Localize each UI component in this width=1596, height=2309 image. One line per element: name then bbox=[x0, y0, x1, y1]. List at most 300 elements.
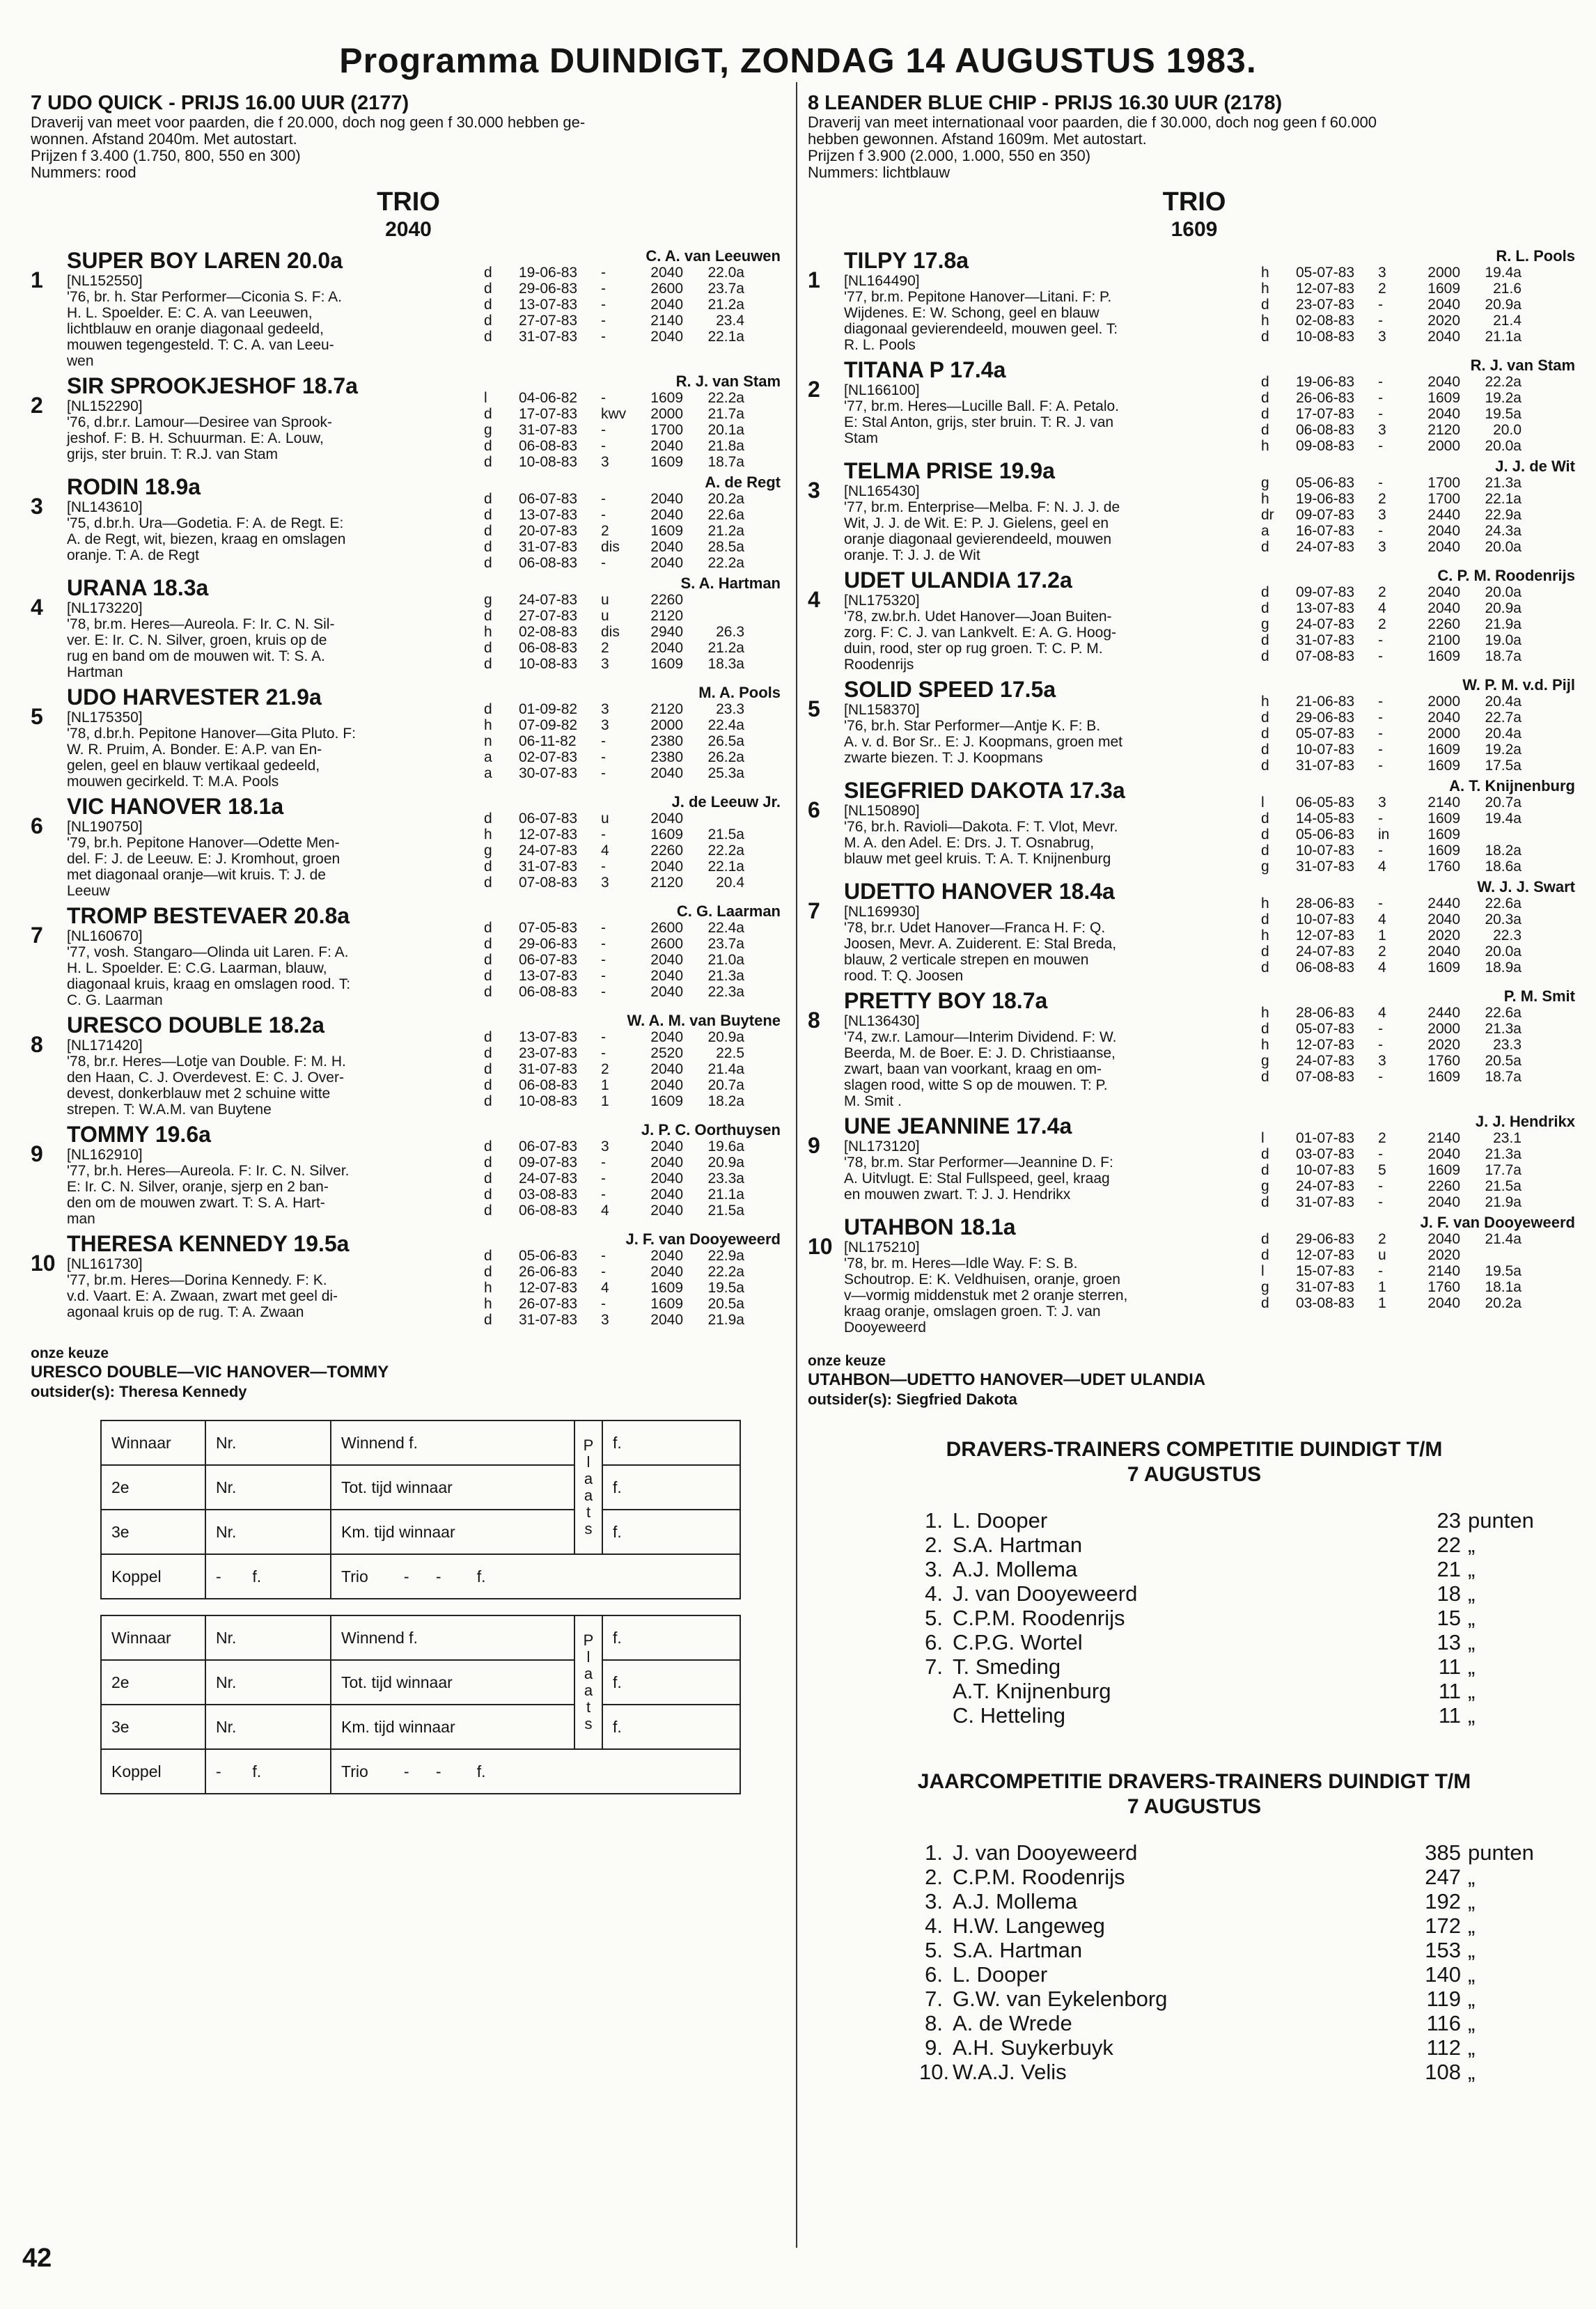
result-placing: 4 bbox=[601, 1280, 609, 1296]
result-row bbox=[484, 390, 786, 406]
result-date: 26-06-83 bbox=[1296, 390, 1355, 406]
result-placing: - bbox=[1378, 843, 1383, 859]
result-placing: - bbox=[601, 1045, 606, 1061]
result-row bbox=[484, 811, 786, 827]
result-time: 20.0 bbox=[1493, 422, 1521, 438]
result-track: h bbox=[1261, 265, 1269, 281]
result-placing: - bbox=[1378, 1263, 1383, 1279]
horse-description-line: M. A. den Adel. E: Drs. J. T. Osnabrug, bbox=[844, 835, 1095, 851]
bet-nr-label[interactable]: Nr. bbox=[205, 1705, 331, 1749]
entry-form bbox=[1258, 677, 1581, 774]
result-date: 24-07-83 bbox=[1296, 1053, 1355, 1069]
result-row bbox=[1261, 811, 1581, 827]
bet-plaats-f-2[interactable]: f. bbox=[602, 1465, 740, 1510]
result-row bbox=[484, 454, 786, 470]
result-date: 29-06-83 bbox=[1296, 1231, 1355, 1247]
result-row bbox=[484, 733, 786, 749]
plaats-letter: l bbox=[586, 1648, 590, 1666]
result-distance: 2040 bbox=[650, 1154, 683, 1171]
result-track: d bbox=[484, 523, 492, 539]
horse-description-line: E: Stal Anton, grijs, ster bruin. T: R. J. van bbox=[844, 414, 1114, 430]
horse-description-line: man bbox=[67, 1211, 95, 1227]
race-description-line: hebben gewonnen. Afstand 1609m. Met autostart. bbox=[808, 130, 1147, 148]
horse-code: [NL171420] bbox=[67, 1038, 143, 1054]
result-placing: - bbox=[1378, 1069, 1383, 1085]
trio-heading: TRIO bbox=[377, 187, 440, 217]
result-placing: 3 bbox=[1378, 329, 1386, 345]
bet-koppel-field[interactable] bbox=[205, 1749, 331, 1794]
result-row bbox=[484, 1248, 786, 1264]
entry-form bbox=[1258, 778, 1581, 875]
result-track: d bbox=[484, 265, 492, 281]
result-distance: 2040 bbox=[1427, 539, 1460, 555]
result-time: 19.2a bbox=[1485, 390, 1521, 406]
horse-entry bbox=[808, 988, 1581, 1109]
result-row bbox=[484, 1312, 786, 1328]
horse-description-line: C. G. Laarman bbox=[67, 992, 163, 1008]
bet-trio-field[interactable] bbox=[331, 1749, 740, 1794]
horse-description-line: lichtblauw en oranje diagonaal gedeeld, bbox=[67, 321, 324, 337]
horse-description-line: v—vormig middenstuk met 2 oranje sterren, bbox=[844, 1287, 1128, 1304]
result-date: 10-08-83 bbox=[519, 656, 578, 672]
result-placing: 4 bbox=[1378, 600, 1386, 616]
result-placing: - bbox=[601, 1248, 606, 1264]
result-row bbox=[484, 1187, 786, 1203]
race-description-line: Prijzen f 3.400 (1.750, 800, 550 en 300) bbox=[31, 147, 301, 164]
entry-details bbox=[67, 684, 481, 790]
standing-row bbox=[919, 2035, 1581, 2060]
our-choice-text: URESCO DOUBLE—VIC HANOVER—TOMMY bbox=[31, 1363, 389, 1382]
result-time: 20.5a bbox=[1485, 1053, 1521, 1069]
dash: - bbox=[216, 1567, 221, 1586]
result-row bbox=[484, 491, 786, 507]
result-row bbox=[484, 297, 786, 313]
plaats-letter: a bbox=[584, 1487, 593, 1504]
bet-trio-field[interactable] bbox=[331, 1554, 740, 1599]
result-time: 21.5a bbox=[1485, 1178, 1521, 1194]
horse-description-line: E: Ir. C. N. Silver, oranje, sjerp en 2 ban- bbox=[67, 1179, 329, 1195]
standings-title-line: 7 AUGUSTUS bbox=[1127, 1463, 1262, 1486]
plaats-label bbox=[574, 1615, 602, 1749]
result-placing: - bbox=[601, 936, 606, 952]
horse-description-line: '78, br.r. Udet Hanover—Franca H. F: Q. bbox=[844, 920, 1106, 936]
result-date: 19-06-83 bbox=[519, 265, 578, 281]
horse-description-line: '74, zw.r. Lamour—Interim Dividend. F: W. bbox=[844, 1029, 1117, 1045]
result-time: 18.2a bbox=[1485, 843, 1521, 859]
plaats-letter: t bbox=[586, 1698, 591, 1716]
result-placing: - bbox=[1378, 1178, 1383, 1194]
result-placing: 3 bbox=[1378, 795, 1386, 811]
result-track: h bbox=[1261, 694, 1269, 710]
result-row bbox=[1261, 1005, 1581, 1021]
result-row bbox=[484, 1264, 786, 1280]
standing-points: 13 bbox=[1437, 1630, 1461, 1654]
result-placing: 3 bbox=[1378, 539, 1386, 555]
result-placing: 1 bbox=[601, 1093, 609, 1109]
result-date: 05-06-83 bbox=[1296, 475, 1355, 491]
bet-third-label: 3e bbox=[101, 1510, 205, 1554]
result-distance: 2020 bbox=[1427, 927, 1460, 944]
result-track: l bbox=[1261, 1130, 1265, 1146]
result-row bbox=[1261, 616, 1581, 632]
result-distance: 1609 bbox=[650, 454, 683, 470]
result-date: 24-07-83 bbox=[1296, 616, 1355, 632]
result-time: 26.3 bbox=[716, 624, 744, 640]
horse-description-line: '78, d.br.h. Pepitone Hanover—Gita Pluto. F: bbox=[67, 726, 356, 742]
result-placing: 1 bbox=[1378, 1279, 1386, 1295]
result-date: 06-08-83 bbox=[519, 1203, 578, 1219]
result-placing: - bbox=[1378, 523, 1383, 539]
horse-description-line: ver. E: Ir. C. N. Silver, groen, kruis op de bbox=[67, 632, 327, 648]
result-date: 06-07-83 bbox=[519, 952, 578, 968]
result-placing: - bbox=[1378, 648, 1383, 664]
result-placing: - bbox=[601, 1296, 606, 1312]
result-distance: 2600 bbox=[650, 936, 683, 952]
result-placing: 2 bbox=[601, 1061, 609, 1077]
result-distance: 1609 bbox=[1427, 811, 1460, 827]
standing-row bbox=[919, 1938, 1581, 1962]
result-time bbox=[683, 811, 744, 827]
bet-plaats-f-3[interactable]: f. bbox=[602, 1510, 740, 1554]
entry-number: 4 bbox=[808, 587, 820, 612]
result-row bbox=[484, 765, 786, 781]
result-row bbox=[1261, 406, 1581, 422]
result-time: 19.5a bbox=[707, 1280, 744, 1296]
result-time: 21.8a bbox=[707, 438, 744, 454]
result-row bbox=[1261, 374, 1581, 390]
result-track: d bbox=[1261, 600, 1269, 616]
result-distance: 1760 bbox=[1427, 1053, 1460, 1069]
result-date: 31-07-83 bbox=[519, 859, 578, 875]
standing-unit: „ bbox=[1468, 2060, 1476, 2084]
result-track: d bbox=[1261, 726, 1269, 742]
result-date: 26-07-83 bbox=[519, 1296, 578, 1312]
result-date: 31-07-83 bbox=[1296, 1279, 1355, 1295]
result-date: 13-07-83 bbox=[519, 297, 578, 313]
result-track: h bbox=[1261, 1005, 1269, 1021]
bet-plaats-f-3[interactable]: f. bbox=[602, 1705, 740, 1749]
result-time: 21.6 bbox=[1493, 281, 1521, 297]
result-date: 06-07-83 bbox=[519, 811, 578, 827]
result-row bbox=[484, 608, 786, 624]
result-row bbox=[1261, 960, 1581, 976]
result-distance: 1760 bbox=[1427, 859, 1460, 875]
result-row bbox=[484, 1203, 786, 1219]
result-placing: - bbox=[1378, 811, 1383, 827]
standings-title-line: JAARCOMPETITIE DRAVERS-TRAINERS DUINDIGT T/M bbox=[917, 1770, 1471, 1793]
result-time: 20.9a bbox=[1485, 297, 1521, 313]
standing-points: 247 bbox=[1425, 1865, 1461, 1889]
entry-details bbox=[844, 568, 1258, 673]
result-distance: 2120 bbox=[1427, 422, 1460, 438]
result-distance: 1609 bbox=[650, 1093, 683, 1109]
result-row bbox=[484, 875, 786, 891]
result-row bbox=[1261, 507, 1581, 523]
result-date: 10-08-83 bbox=[519, 454, 578, 470]
bet-tot-tijd-label[interactable]: Tot. tijd winnaar bbox=[331, 1465, 574, 1510]
standing-row bbox=[919, 1865, 1581, 1889]
horse-description-line: den om de mouwen zwart. T: S. A. Hart- bbox=[67, 1195, 325, 1211]
result-distance: 2040 bbox=[1427, 329, 1460, 345]
result-row bbox=[484, 329, 786, 345]
result-time: 19.4a bbox=[1485, 811, 1521, 827]
horse-description-line: Wit, J. J. de Wit. E: P. J. Gielens, geel en bbox=[844, 515, 1109, 531]
entry-details bbox=[844, 778, 1258, 875]
result-row bbox=[1261, 265, 1581, 281]
horse-description-line: '79, br.h. Pepitone Hanover—Odette Men- bbox=[67, 835, 340, 851]
result-row bbox=[484, 313, 786, 329]
result-distance: 2040 bbox=[1427, 297, 1460, 313]
horse-description-line: diagonaal gevierendeeld, mouwen geel. T: bbox=[844, 321, 1118, 337]
horse-entry bbox=[31, 1122, 786, 1227]
entry-number: 8 bbox=[31, 1032, 43, 1057]
bet-nr-label[interactable]: Nr. bbox=[205, 1465, 331, 1510]
horse-entry bbox=[808, 248, 1581, 353]
result-date: 06-08-83 bbox=[1296, 960, 1355, 976]
result-date: 14-05-83 bbox=[1296, 811, 1355, 827]
bet-plaats-f-1[interactable]: f. bbox=[602, 1420, 740, 1465]
result-date: 12-07-83 bbox=[519, 1280, 578, 1296]
bet-km-tijd-label[interactable]: Km. tijd winnaar bbox=[331, 1705, 574, 1749]
result-placing: 4 bbox=[601, 843, 609, 859]
standing-rank: 8. bbox=[925, 2011, 943, 2035]
entry-number: 5 bbox=[31, 704, 43, 729]
result-track: a bbox=[484, 749, 492, 765]
standing-points: 11 bbox=[1438, 1679, 1461, 1703]
result-distance: 2040 bbox=[650, 984, 683, 1000]
result-time: 20.1a bbox=[707, 422, 744, 438]
result-row bbox=[484, 936, 786, 952]
horse-description-line: kraag oranje, omslagen groen. T: J. van bbox=[844, 1304, 1101, 1320]
result-track: d bbox=[484, 1061, 492, 1077]
result-placing: - bbox=[1378, 1146, 1383, 1162]
result-placing: - bbox=[1378, 742, 1383, 758]
result-track: d bbox=[1261, 827, 1269, 843]
result-time: 20.2a bbox=[1485, 1295, 1521, 1311]
plaats-letter: s bbox=[584, 1715, 593, 1732]
plaats-letter: l bbox=[586, 1453, 590, 1471]
race-description-line: Nummers: rood bbox=[31, 164, 136, 181]
horse-description-line: zorg. F: C. J. van Lankvelt. E: A. G. Hoog- bbox=[844, 625, 1116, 641]
result-time: 18.7a bbox=[707, 454, 744, 470]
result-distance: 2040 bbox=[650, 265, 683, 281]
result-placing: - bbox=[601, 968, 606, 984]
result-placing: - bbox=[1378, 438, 1383, 454]
result-track: g bbox=[1261, 859, 1269, 875]
f-label: f. bbox=[252, 1762, 262, 1780]
result-date: 02-08-83 bbox=[519, 624, 578, 640]
result-track: d bbox=[1261, 1247, 1269, 1263]
horse-description-line: blauw, 2 verticale strepen en mouwen bbox=[844, 952, 1089, 968]
result-track: d bbox=[484, 1138, 492, 1154]
standing-points: 140 bbox=[1425, 1962, 1461, 1987]
result-distance: 2000 bbox=[1427, 438, 1460, 454]
result-distance: 1700 bbox=[1427, 491, 1460, 507]
outsider-text: outsider(s): Siegfried Dakota bbox=[808, 1391, 1017, 1408]
result-row bbox=[484, 592, 786, 608]
result-row bbox=[484, 1171, 786, 1187]
result-date: 24-07-83 bbox=[1296, 539, 1355, 555]
horse-description-line: H. L. Spoelder. E: C.G. Laarman, blauw, bbox=[67, 960, 327, 976]
entry-number: 6 bbox=[31, 813, 43, 838]
bet-plaats-f-2[interactable]: f. bbox=[602, 1660, 740, 1705]
horse-description-line: H. L. Spoelder. E: C. A. van Leeuwen, bbox=[67, 305, 313, 321]
horse-name: URANA 18.3a bbox=[67, 575, 209, 600]
result-row bbox=[484, 1296, 786, 1312]
horse-code: [NL169930] bbox=[844, 904, 920, 920]
result-row bbox=[1261, 742, 1581, 758]
standing-name: C. Hetteling bbox=[953, 1703, 1065, 1728]
horse-description-line: Leeuw bbox=[67, 883, 110, 899]
result-distance: 1609 bbox=[1427, 827, 1460, 843]
result-date: 10-07-83 bbox=[1296, 1162, 1355, 1178]
result-time: 21.2a bbox=[707, 640, 744, 656]
trainer-name: J. F. van Dooyeweerd bbox=[1420, 1214, 1575, 1231]
standing-row bbox=[919, 1606, 1581, 1630]
column-divider bbox=[796, 82, 797, 2248]
entry-form bbox=[1258, 988, 1581, 1109]
result-distance: 2040 bbox=[650, 1187, 683, 1203]
horse-code: [NL160670] bbox=[67, 928, 143, 944]
result-distance: 2040 bbox=[650, 1203, 683, 1219]
standing-rank: 2. bbox=[925, 1865, 943, 1889]
horse-entry bbox=[808, 458, 1581, 563]
result-distance: 2040 bbox=[650, 1061, 683, 1077]
result-placing: - bbox=[601, 1029, 606, 1045]
horse-name: SIEGFRIED DAKOTA 17.3a bbox=[844, 778, 1125, 803]
horse-description-line: devest, donkerblauw met 2 schuine witte bbox=[67, 1086, 331, 1102]
result-row bbox=[1261, 1053, 1581, 1069]
horse-code: [NL150890] bbox=[844, 803, 920, 819]
bet-koppel-field[interactable] bbox=[205, 1554, 331, 1599]
result-date: 06-07-83 bbox=[519, 1138, 578, 1154]
result-placing: - bbox=[1378, 1194, 1383, 1210]
result-distance: 1609 bbox=[1427, 281, 1460, 297]
standing-unit: „ bbox=[1468, 1987, 1476, 2011]
horse-code: [NL136430] bbox=[844, 1013, 920, 1029]
result-distance: 2140 bbox=[1427, 1130, 1460, 1146]
bet-form bbox=[100, 1615, 741, 1794]
result-row bbox=[1261, 491, 1581, 507]
result-row bbox=[1261, 726, 1581, 742]
result-distance: 2040 bbox=[1427, 600, 1460, 616]
result-date: 19-06-83 bbox=[1296, 491, 1355, 507]
race-header: 8 LEANDER BLUE CHIP - PRIJS 16.30 UUR (2178) bbox=[808, 92, 1283, 114]
result-track: n bbox=[484, 733, 492, 749]
result-distance: 2040 bbox=[1427, 1194, 1460, 1210]
result-distance: 2040 bbox=[1427, 1295, 1460, 1311]
result-distance: 2520 bbox=[650, 1045, 683, 1061]
standing-row bbox=[919, 1581, 1581, 1606]
standing-name: A.J. Mollema bbox=[953, 1557, 1078, 1581]
result-time: 20.4a bbox=[1485, 694, 1521, 710]
result-row bbox=[484, 438, 786, 454]
horse-description-line: '78, zw.br.h. Udet Hanover—Joan Buiten- bbox=[844, 609, 1112, 625]
horse-description-line: Hartman bbox=[67, 664, 123, 680]
result-row bbox=[1261, 895, 1581, 911]
result-distance: 1609 bbox=[1427, 648, 1460, 664]
result-time: 24.3a bbox=[1485, 523, 1521, 539]
result-placing: 4 bbox=[1378, 911, 1386, 927]
result-track: g bbox=[484, 592, 492, 608]
bet-nr-label[interactable]: Nr. bbox=[205, 1660, 331, 1705]
result-date: 04-06-82 bbox=[519, 390, 578, 406]
result-time: 18.6a bbox=[1485, 859, 1521, 875]
result-time: 22.1a bbox=[707, 329, 744, 345]
entry-number: 3 bbox=[808, 478, 820, 503]
result-distance: 2040 bbox=[650, 640, 683, 656]
horse-entry bbox=[808, 1113, 1581, 1210]
bet-nr-label[interactable]: Nr. bbox=[205, 1510, 331, 1554]
horse-name: SUPER BOY LAREN 20.0a bbox=[67, 248, 343, 273]
plaats-letter: a bbox=[584, 1470, 593, 1487]
result-date: 19-06-83 bbox=[1296, 374, 1355, 390]
plaats-letter: P bbox=[583, 1631, 594, 1649]
result-track: d bbox=[1261, 648, 1269, 664]
result-time: 21.3a bbox=[707, 968, 744, 984]
result-time: 23.1 bbox=[1493, 1130, 1521, 1146]
standing-unit: punten bbox=[1468, 1508, 1534, 1533]
standing-points: 11 bbox=[1438, 1703, 1461, 1728]
result-row bbox=[1261, 1069, 1581, 1085]
bet-plaats-f-1[interactable]: f. bbox=[602, 1615, 740, 1660]
standing-name: J. van Dooyeweerd bbox=[953, 1581, 1138, 1606]
horse-code: [NL152550] bbox=[67, 273, 143, 289]
result-row bbox=[484, 656, 786, 672]
bet-km-tijd-label[interactable]: Km. tijd winnaar bbox=[331, 1510, 574, 1554]
result-time: 22.4a bbox=[707, 717, 744, 733]
result-row bbox=[1261, 859, 1581, 875]
result-row bbox=[1261, 795, 1581, 811]
bet-form bbox=[100, 1420, 741, 1599]
standing-unit: „ bbox=[1468, 1913, 1476, 1938]
result-time: 19.5a bbox=[1485, 1263, 1521, 1279]
result-date: 13-07-83 bbox=[519, 1029, 578, 1045]
horse-entry bbox=[31, 474, 786, 571]
horse-description-line: Schoutrop. E: K. Veldhuisen, oranje, groen bbox=[844, 1271, 1120, 1287]
result-distance: 1609 bbox=[1427, 390, 1460, 406]
result-date: 06-08-83 bbox=[519, 640, 578, 656]
horse-name: TROMP BESTEVAER 20.8a bbox=[67, 903, 350, 928]
horse-code: [NL162910] bbox=[67, 1147, 143, 1163]
result-track: d bbox=[484, 1171, 492, 1187]
result-distance: 2040 bbox=[650, 1171, 683, 1187]
result-placing: - bbox=[601, 390, 606, 406]
result-track: d bbox=[484, 952, 492, 968]
result-date: 31-07-83 bbox=[519, 329, 578, 345]
horse-description-line: den Haan, C. J. Overdevest. E: C. J. Over- bbox=[67, 1070, 344, 1086]
standing-name: S.A. Hartman bbox=[953, 1533, 1083, 1557]
standing-name: S.A. Hartman bbox=[953, 1938, 1083, 1962]
result-distance: 2040 bbox=[650, 1264, 683, 1280]
result-date: 05-07-83 bbox=[1296, 726, 1355, 742]
result-time: 26.2a bbox=[707, 749, 744, 765]
result-time: 20.7a bbox=[707, 1077, 744, 1093]
bet-tot-tijd-label[interactable]: Tot. tijd winnaar bbox=[331, 1660, 574, 1705]
result-date: 09-07-83 bbox=[1296, 507, 1355, 523]
horse-description-line: grijs, ster bruin. T: R.J. van Stam bbox=[67, 446, 279, 462]
result-time: 21.4 bbox=[1493, 313, 1521, 329]
result-placing: in bbox=[1378, 827, 1390, 843]
horse-description-line: del. F: J. de Leeuw. E: J. Kromhout, groen bbox=[67, 851, 341, 867]
result-row bbox=[484, 968, 786, 984]
result-time: 21.4a bbox=[1485, 1231, 1521, 1247]
entry-details bbox=[844, 879, 1258, 984]
result-time: 23.7a bbox=[707, 936, 744, 952]
result-date: 24-07-83 bbox=[519, 843, 578, 859]
standings-title-line: 7 AUGUSTUS bbox=[1127, 1795, 1262, 1818]
result-distance: 2600 bbox=[650, 920, 683, 936]
